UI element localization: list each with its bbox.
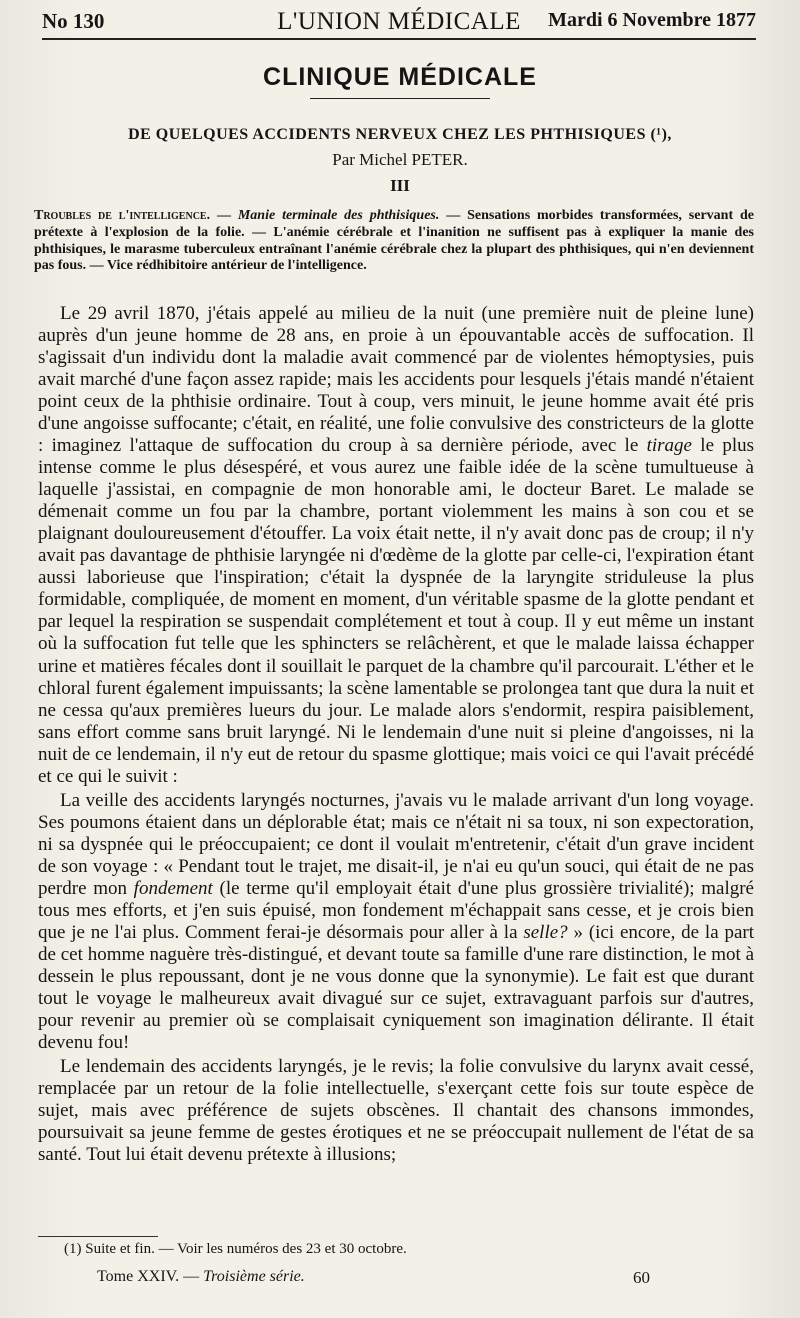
footnote-rule	[38, 1236, 158, 1237]
summary-block	[34, 208, 754, 275]
footer-series: Troisième série.	[203, 1268, 305, 1285]
title-rule	[310, 98, 490, 99]
page-number: 60	[633, 1268, 650, 1287]
summary-label: Troubles de l'intelligence.	[34, 208, 211, 223]
paragraph-2-italic-1: fondement	[133, 877, 213, 899]
paragraph-2-rest: » (ici encore, de la part de cet homme naguère très-distingué, et devant toute sa famille d'une rare distinction, le mot à dessein le plus repoussant, dont je ne vous donne que la synonymie). Le fait est que durant tout le voyage le malheureux avait divagué sur ce sujet, extravaguant parfois sur d'autres, pour revenir au premier où se complaisait cyniquement son imagination délirante. Il était devenu fou!	[38, 921, 754, 1054]
summary-italic: Manie terminale des phthisiques.	[237, 208, 440, 223]
issue-date: Mardi 6 Novembre 1877	[548, 9, 756, 31]
footer-volume-label: Tome XXIV. —	[97, 1268, 204, 1285]
section-title: CLINIQUE MÉDICALE	[263, 63, 537, 91]
summary-rest: — Sensations morbides transformées, servant de prétexte à l'explosion de la folie. — L'anémie cérébrale et l'inanition ne suffisent pas à expliquer la manie des phthisiques, le marasme tuberculeux entraînant l'anémie cérébrale chez la plupart des phthisiques, qui n'en deviennent pas fous. — Vice rédhibitoire antérieur de l'intelligence.	[34, 208, 755, 274]
footer-volume	[97, 1268, 305, 1286]
issue-number: No 130	[42, 9, 105, 33]
running-header	[42, 8, 756, 40]
paragraph-2-italic-2: selle?	[523, 921, 568, 943]
paragraph-3-text: Le lendemain des accidents laryngés, je le revis; la folie convulsive du larynx avait cessé, remplacée par un retour de la folie intellectuelle, s'exerçant cette fois sur toute espèce de sujet, mais avec préférence de sujets obscènes. Il chantait des chansons immondes, poursuivait sa jeune femme de gestes érotiques et ne se préoccupait nullement de l'état de sa santé. Tout lui était devenu prétexte à illusions;	[38, 1056, 754, 1166]
paragraph-1	[38, 303, 754, 788]
article-author: Par Michel PETER.	[332, 150, 468, 169]
part-number: III	[390, 176, 410, 195]
paragraph-2	[38, 790, 754, 1054]
journal-title: L'UNION MÉDICALE	[277, 8, 521, 35]
paragraph-3	[38, 1056, 754, 1166]
paragraph-2-text: La veille des accidents laryngés nocturnes, j'avais vu le malade arrivant d'un long voyage. Ses poumons étaient dans un déplorable état; mais ce n'était ni sa toux, ni son expectoration, ni sa dyspnée qui le préoccupaient; ce dont il voulait m'entretenir, c'était d'un grave incident de son voyage : « Pendant tout le trajet, me disait-il, je n'ai eu qu'un souci, qui était de ne pas perdre mon	[38, 789, 754, 899]
article-body	[38, 303, 754, 1166]
paragraph-1-text: Le 29 avril 1870, j'étais appelé au milieu de la nuit (une première nuit de pleine lune) auprès d'un jeune homme de 28 ans, en proie à un épouvantable accès de suffocation. Il s'agissait d'un individu dont la maladie avait commencé par de violentes hémoptysies, puis avait marché d'une façon assez rapide; mais les accidents pour lesquels j'étais mandé n'étaient point ceux de la phthisie ordinaire. Tout à coup, vers minuit, le jeune homme avait été pris d'une angoisse suffocante; c'était, en réalité, une folie convulsive des constricteurs de la glotte : imaginez l'attaque de suffocation du croup à sa dernière période, avec le	[38, 303, 754, 457]
article-title: DE QUELQUES ACCIDENTS NERVEUX CHEZ LES PHTHISIQUES (¹),	[128, 126, 672, 143]
footnote: (1) Suite et fin. — Voir les numéros des 23 et 30 octobre.	[64, 1241, 407, 1257]
paragraph-1-rest: le plus intense comme le plus désespéré, et vous aurez une faible idée de la scène tumultueuse à laquelle j'assistai, en compagnie de mon honorable ami, le docteur Baret. Le malade se démenait comme un fou par la chambre, portant violemment les mains à son cou et se plaignant douloureusement d'étouffer. La voix était nette, il n'y avait donc pas de croup; il n'y avait pas davantage de phthisie laryngée ni d'œdème de la glotte par celle-ci, l'expiration étant aussi laborieuse que l'inspiration; c'était la dyspnée de la laryngite striduleuse la plus formidable, compliquée, de moment en moment, d'un véritable spasme de la glotte pendant et par lequel la respiration se suspendait complétement et tout à coup. Il y eut même un instant où la suffocation fut telle que les sphincters se relâchèrent, et que le malade laissa échapper urine et matières fécales dont il souillait le parquet de la chambre qu'il parcourait. L'éther et le chloral furent également impuissants; la scène lamentable se prolongea tant que dura la nuit et ne cessa qu'aux premières lueurs du jour. Le malade alors s'endormit, respira paisiblement, sans effort comme sans bruit laryngé. Ni le lendemain d'une nuit si pleine d'angoisses, ni la nuit de ce lendemain, il n'y eut de retour du spasme glottique; mais voici ce qui l'avait précédé et ce qui le suivit :	[38, 435, 754, 787]
paragraph-2-mid: (le terme qu'il employait était d'une plus grossière trivialité); malgré tous mes efforts, et j'en suis épuisé, mon fondement m'échappait sans cesse, et je crois bien que je ne l'ai plus. Comment ferai-je désormais pour aller à la	[38, 877, 754, 943]
summary-dash: —	[210, 208, 238, 223]
paragraph-1-italic: tirage	[646, 435, 692, 457]
